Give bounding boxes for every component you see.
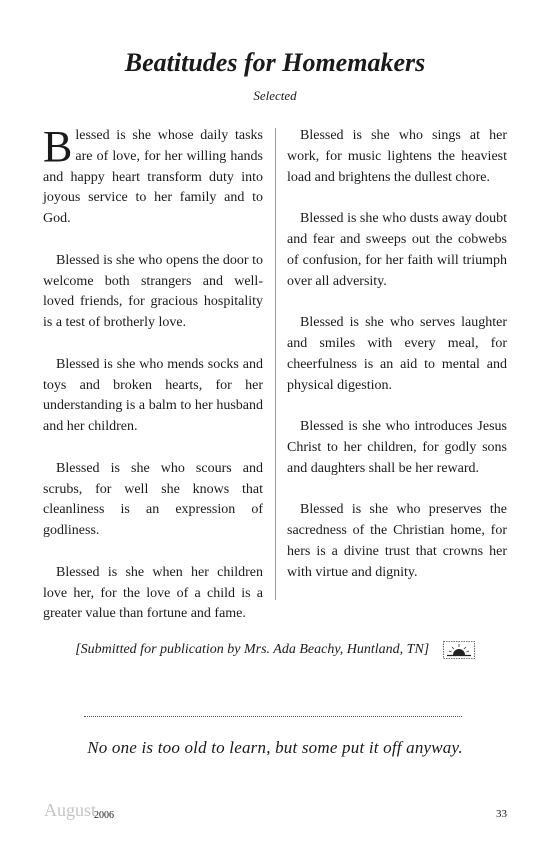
paragraph: Blessed is she who serves laughter and smiles with every meal, for cheerfulness is an aid to mental and physical digestion. xyxy=(287,315,507,393)
paragraph: Blessed is she who opens the door to welcome both strangers and well-loved friends, for gracious hospitality is a test of brotherly love. xyxy=(43,252,263,331)
paragraph xyxy=(43,122,263,230)
paragraph-text: lessed is she whose daily tasks are of love, for her willing hands and happy heart transform duty into joyous service to her family and to God. xyxy=(43,128,263,227)
paragraph: Blessed is she who introduces Jesus Christ to her children, for godly sons and daughters shall be her reward. xyxy=(287,419,507,476)
drop-cap: B xyxy=(43,122,73,171)
footer-month: August xyxy=(44,800,97,820)
sunrise-logo-icon xyxy=(443,641,475,659)
paragraph: Blessed is she who mends socks and toys and broken hearts, for her understanding is a balm to her husband and her children. xyxy=(43,356,263,435)
article-subtitle: Selected xyxy=(253,88,297,103)
paragraph: Blessed is she who scours and scrubs, for well she knows that cleanliness is an expression of godliness. xyxy=(43,460,263,539)
credit-text: [Submitted for publication by Mrs. Ada Beachy, Huntland, TN] xyxy=(75,642,430,658)
left-column xyxy=(43,122,263,646)
page-number: 33 xyxy=(496,808,507,820)
paragraph: Blessed is she who preserves the sacredness of the Christian home, for hers is a divine trust that crowns her with virtue and dignity. xyxy=(287,502,507,580)
column-divider xyxy=(275,128,276,600)
motto-quote: No one is too old to learn, but some put it off anyway. xyxy=(87,738,463,757)
submission-credit xyxy=(0,641,550,659)
article-title: Beatitudes for Homemakers xyxy=(124,48,426,77)
paragraph: Blessed is she who sings at her work, for music lightens the heaviest load and brightens the dullest chore. xyxy=(287,128,507,185)
dotted-separator xyxy=(84,716,462,717)
paragraph: Blessed is she when her children love her, for the love of a child is a greater value than fortune and fame. xyxy=(43,564,263,622)
right-column xyxy=(287,126,507,604)
paragraph: Blessed is she who dusts away doubt and fear and sweeps out the cobwebs of confusion, for her faith will triumph over all adversity. xyxy=(287,211,507,289)
footer-year: 2006 xyxy=(94,810,114,821)
